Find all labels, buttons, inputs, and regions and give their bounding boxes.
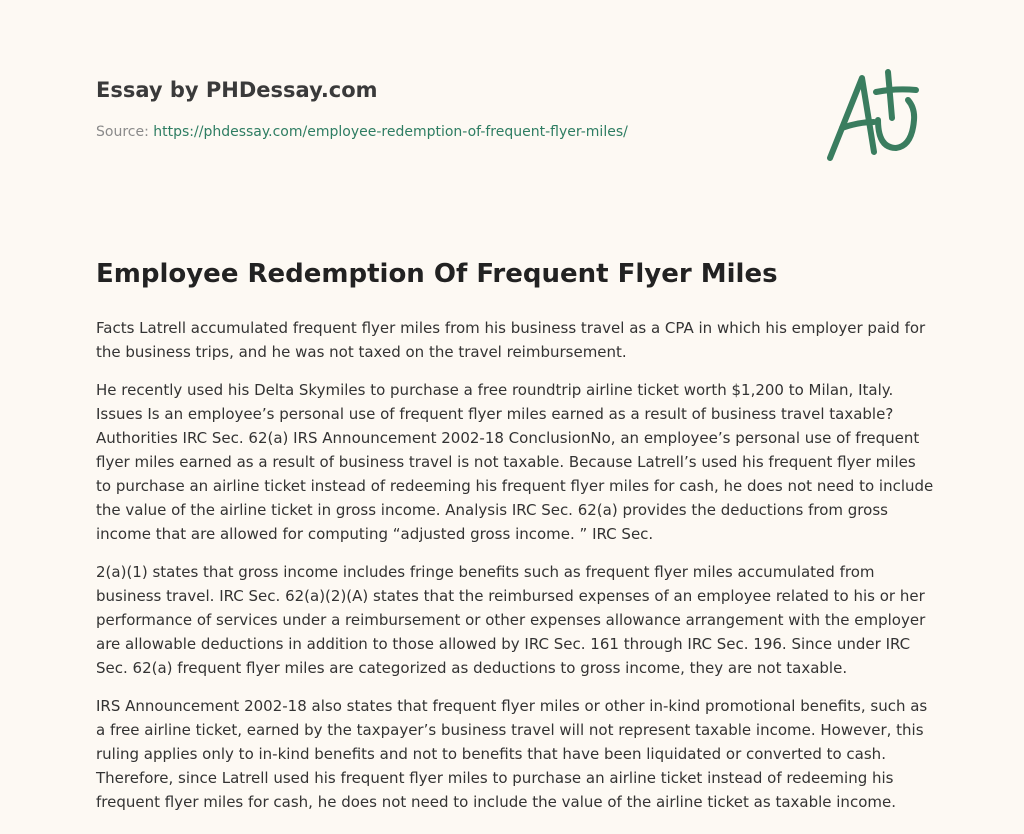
a-plus-logo-icon	[820, 66, 930, 166]
paragraph: 2(a)(1) states that gross income includes fringe benefits such as frequent flyer miles accumulated from business travel. IRC Sec. 62(a)(2)(A) states that the reimbursed expenses of an employee related to his or her performance of services under a reimbursement or other expenses allowance arrangement with the employer are allowable deductions in addition to those allowed by IRC Sec. 161 through IRC Sec. 196. Since under IRC Sec. 62(a) frequent flyer miles are categorized as deductions to gross income, they are not taxable.	[96, 563, 926, 677]
header	[96, 76, 716, 142]
article-title: Employee Redemption Of Frequent Flyer Miles	[96, 259, 778, 289]
article-body	[96, 316, 934, 828]
paragraph: He recently used his Delta Skymiles to purchase a free roundtrip airline ticket worth $1,200 to Milan, Italy. Issues Is an employee’s personal use of frequent flyer miles earned as a result of business travel taxable? Authorities IRC Sec. 62(a) IRS Announcement 2002-18 ConclusionNo, an employee’s personal use of frequent flyer miles earned as a result of business travel is not taxable. Because Latrell’s used his frequent flyer miles to purchase an airline ticket instead of redeeming his frequent flyer miles for cash, he does not need to include the value of the airline ticket in gross income. Analysis IRC Sec. 62(a) provides the deductions from gross income that are allowed for computing “adjusted gross income. ” IRC Sec.	[96, 381, 934, 543]
source-line	[96, 122, 716, 142]
source-link[interactable]: https://phdessay.com/employee-redemption-of-frequent-flyer-miles/	[153, 124, 628, 140]
paragraph: IRS Announcement 2002-18 also states that frequent flyer miles or other in-kind promotional benefits, such as a free airline ticket, earned by the taxpayer’s business travel will not represent taxable income. However, this ruling applies only to in-kind benefits and not to benefits that have been liquidated or converted to cash. Therefore, since Latrell used his frequent flyer miles to purchase an airline ticket instead of redeeming his frequent flyer miles for cash, he does not need to include the value of the airline ticket as taxable income.	[96, 697, 928, 811]
source-label: Source:	[96, 124, 149, 140]
paragraph: Facts Latrell accumulated frequent flyer miles from his business travel as a CPA in which his employer paid for the business trips, and he was not taxed on the travel reimbursement.	[96, 319, 926, 361]
brand-title: Essay by PHDessay.com	[96, 78, 378, 102]
